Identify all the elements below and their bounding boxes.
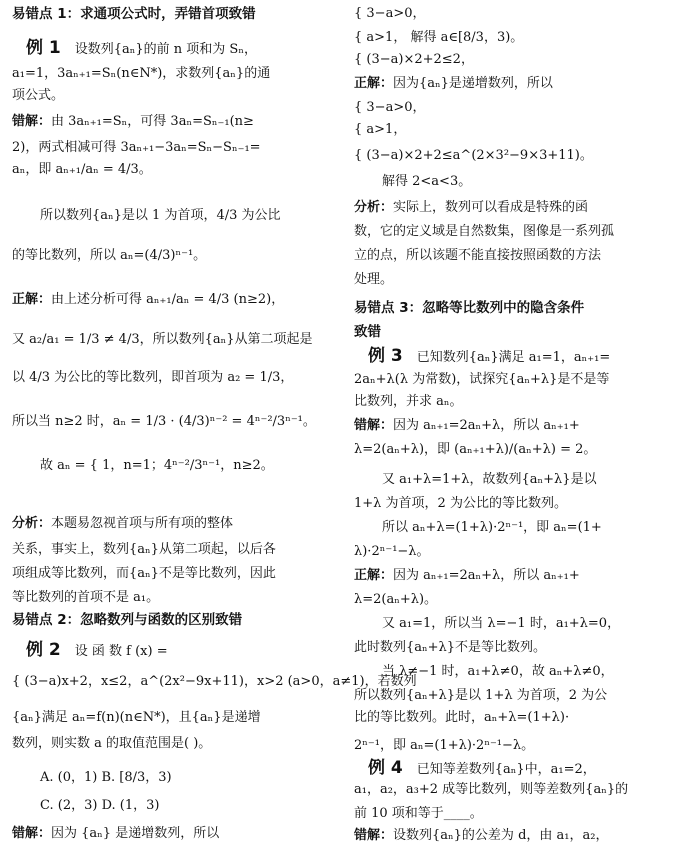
text-line	[382, 470, 688, 490]
line-text: 由上述分析可得 aₙ₊₁/aₙ = 4/3 (n≥2)，	[51, 292, 285, 307]
line-text: 关系，事实上，数列{aₙ}从第二项起，以后各	[12, 542, 276, 557]
text-line	[368, 346, 688, 368]
line-text: 本题易忽视首项与所有项的整体	[51, 516, 234, 531]
text-line	[12, 588, 344, 608]
text-line	[40, 796, 344, 816]
text-line	[354, 736, 688, 756]
text-line	[12, 160, 344, 180]
line-text: C. (2，3) D. (1，3)	[40, 798, 160, 813]
keyword-label: 正解：	[354, 76, 394, 91]
example-label: 例 2	[26, 640, 61, 660]
text-line	[12, 368, 344, 388]
text-line	[354, 370, 688, 390]
line-text: 又 a₁+λ=1+λ，故数列{aₙ+λ}是以	[382, 472, 597, 487]
text-line	[354, 804, 688, 824]
line-text: 2aₙ+λ(λ 为常数)，试探究{aₙ+λ}是不是等	[354, 372, 610, 387]
keyword-label: 分析：	[354, 200, 394, 215]
text-line	[26, 38, 344, 60]
line-text: 所以当 n≥2 时，aₙ = 1/3 · (4/3)ⁿ⁻² = 4ⁿ⁻²/3ⁿ⁻¹。	[12, 414, 316, 429]
line-text: 故 aₙ = { 1，n=1；4ⁿ⁻²/3ⁿ⁻¹，n≥2。	[40, 458, 274, 473]
line-text: λ=2(aₙ+λ)。	[354, 592, 438, 607]
text-line	[12, 672, 417, 692]
text-line	[40, 768, 344, 788]
line-text: 1+λ 为首项，2 为公比的等比数列。	[354, 496, 567, 511]
line-text: 易错点 1：求通项公式时，弄错首项致错	[12, 6, 256, 22]
text-line	[354, 780, 688, 800]
line-text: 前 10 项和等于____。	[354, 806, 483, 821]
text-line	[354, 98, 688, 118]
right-column	[354, 0, 688, 852]
text-line	[12, 708, 344, 728]
example-label: 例 1	[26, 38, 61, 58]
text-line	[12, 514, 344, 534]
text-line	[12, 246, 344, 266]
line-text: 等比数列的首项不是 a₁。	[12, 590, 160, 605]
text-line	[26, 640, 344, 662]
text-line	[354, 74, 688, 94]
text-line	[354, 590, 688, 610]
line-text: 所以数列{aₙ}是以 1 为首项，4/3 为公比	[40, 208, 281, 223]
line-text: { (3−a)×2+2≤a^(2×3²−9×3+11)。	[354, 148, 593, 163]
text-line	[12, 734, 344, 754]
section-heading	[12, 610, 344, 630]
line-text: λ)·2ⁿ⁻¹−λ。	[354, 544, 430, 559]
line-text: { 3−a>0，	[354, 100, 426, 115]
text-line	[354, 686, 688, 706]
keyword-label: 正解：	[354, 568, 394, 583]
text-line	[12, 112, 344, 132]
text-line	[382, 172, 688, 192]
text-line	[354, 50, 688, 70]
line-text: { a>1，	[354, 122, 407, 137]
text-line	[382, 518, 688, 538]
example-label: 例 4	[368, 758, 403, 778]
line-text: 已知等差数列{aₙ}中，a₁=2，	[416, 762, 596, 777]
text-line	[354, 28, 688, 48]
text-line	[12, 138, 344, 158]
line-text: 设数列{aₙ}的公差为 d，由 a₁，a₂，	[393, 828, 609, 843]
keyword-label: 错解：	[354, 418, 394, 433]
example-label: 例 3	[368, 346, 403, 366]
line-text: 比数列，并求 aₙ。	[354, 394, 463, 409]
line-text: 以 4/3 为公比的等比数列，即首项为 a₂ = 1/3，	[12, 370, 294, 385]
text-line	[354, 4, 688, 24]
line-text: a₁，a₂，a₃+2 成等比数列，则等差数列{aₙ}的	[354, 782, 629, 797]
text-line	[354, 708, 688, 728]
line-text: λ=2(aₙ+λ)，即 (aₙ₊₁+λ)/(aₙ+λ) = 2。	[354, 442, 597, 457]
text-line	[354, 416, 688, 436]
text-line	[12, 540, 344, 560]
text-line	[12, 564, 344, 584]
text-line	[354, 566, 688, 586]
text-line	[354, 494, 688, 514]
line-text: { (3−a)x+2，x≤2，a^(2x²−9x+11)，x>2 (a>0，a≠1)，若数列	[12, 674, 417, 689]
line-text: A. (0，1) B. [8/3，3)	[40, 770, 172, 785]
line-text: 立的点，所以该题不能直接按照函数的方法	[354, 248, 602, 263]
text-line	[354, 638, 688, 658]
keyword-label: 错解：	[354, 828, 394, 843]
line-text: 2ⁿ⁻¹，即 aₙ=(1+λ)·2ⁿ⁻¹−λ。	[354, 738, 535, 753]
text-line	[382, 614, 688, 634]
text-line	[354, 246, 688, 266]
line-text: {aₙ}满足 aₙ=f(n)(n∈N*)，且{aₙ}是递增	[12, 710, 261, 725]
line-text: 所以数列{aₙ+λ}是以 1+λ 为首项，2 为公	[354, 688, 608, 703]
line-text: 所以 aₙ+λ=(1+λ)·2ⁿ⁻¹，即 aₙ=(1+	[382, 520, 602, 535]
line-text: a₁=1，3aₙ₊₁=Sₙ(n∈N*)，求数列{aₙ}的通	[12, 66, 271, 81]
text-line	[354, 392, 688, 412]
line-text: { (3−a)×2+2≤2，	[354, 52, 474, 67]
section-heading	[354, 322, 688, 342]
text-line	[354, 120, 688, 140]
text-line	[12, 64, 344, 84]
line-text: 2)，两式相减可得 3aₙ₊₁−3aₙ=Sₙ−Sₙ₋₁=	[12, 140, 261, 155]
line-text: 因为 aₙ₊₁=2aₙ+λ，所以 aₙ₊₁+	[393, 418, 580, 433]
text-line	[354, 198, 688, 218]
section-heading	[12, 4, 344, 24]
text-line	[12, 330, 344, 350]
line-text: 因为 aₙ₊₁=2aₙ+λ，所以 aₙ₊₁+	[393, 568, 580, 583]
text-line	[354, 440, 688, 460]
text-line	[382, 662, 688, 682]
line-text: 数，它的定义域是自然数集，图像是一系列孤	[354, 224, 615, 239]
line-text: 此时数列{aₙ+λ}不是等比数列。	[354, 640, 547, 655]
line-text: { a>1， 解得 a∈[8/3，3)。	[354, 30, 524, 45]
line-text: 数列，则实数 a 的取值范围是( )。	[12, 736, 212, 751]
text-line	[12, 290, 344, 310]
line-text: 又 a₂/a₁ = 1/3 ≠ 4/3，所以数列{aₙ}从第二项起是	[12, 332, 313, 347]
line-text: 比的等比数列。此时，aₙ+λ=(1+λ)·	[354, 710, 570, 725]
line-text: 设 函 数 f (x) =	[74, 644, 168, 659]
text-line	[354, 146, 688, 166]
line-text: 项公式。	[12, 88, 65, 103]
keyword-label: 正解：	[12, 292, 52, 307]
line-text: 因为 {aₙ} 是递增数列，所以	[51, 826, 220, 841]
text-line	[40, 206, 344, 226]
line-text: 的等比数列，所以 aₙ=(4/3)ⁿ⁻¹。	[12, 248, 207, 263]
keyword-label: 错解：	[12, 114, 52, 129]
text-line	[12, 824, 344, 844]
line-text: 易错点 3：忽略等比数列中的隐含条件	[354, 300, 585, 316]
line-text: 因为{aₙ}是递增数列，所以	[393, 76, 553, 91]
line-text: 又 a₁=1，所以当 λ=−1 时，a₁+λ=0，	[382, 616, 621, 631]
line-text: 由 3aₙ₊₁=Sₙ，可得 3aₙ=Sₙ₋₁(n≥	[51, 114, 254, 129]
text-line	[368, 758, 688, 780]
line-text: 处理。	[354, 272, 394, 287]
line-text: 项组成等比数列，而{aₙ}不是等比数列，因此	[12, 566, 276, 581]
line-text: 易错点 2：忽略数列与函数的区别致错	[12, 612, 243, 628]
text-line	[354, 542, 688, 562]
line-text: { 3−a>0，	[354, 6, 426, 21]
line-text: 实际上，数列可以看成是特殊的函	[393, 200, 589, 215]
keyword-label: 错解：	[12, 826, 52, 841]
line-text: 当 λ≠−1 时，a₁+λ≠0，故 aₙ+λ≠0，	[382, 664, 614, 679]
line-text: 解得 2<a<3。	[382, 174, 472, 189]
line-text: aₙ，即 aₙ₊₁/aₙ = 4/3。	[12, 162, 152, 177]
text-line	[12, 86, 344, 106]
keyword-label: 分析：	[12, 516, 52, 531]
section-heading	[354, 298, 688, 318]
line-text: 致错	[354, 324, 381, 340]
text-line	[354, 270, 688, 290]
text-line	[12, 412, 344, 432]
line-text: 已知数列{aₙ}满足 a₁=1，aₙ₊₁=	[416, 350, 611, 365]
line-text: 设数列{aₙ}的前 n 项和为 Sₙ，	[74, 42, 257, 57]
text-line	[354, 826, 688, 846]
text-line	[40, 456, 344, 476]
text-line	[354, 222, 688, 242]
